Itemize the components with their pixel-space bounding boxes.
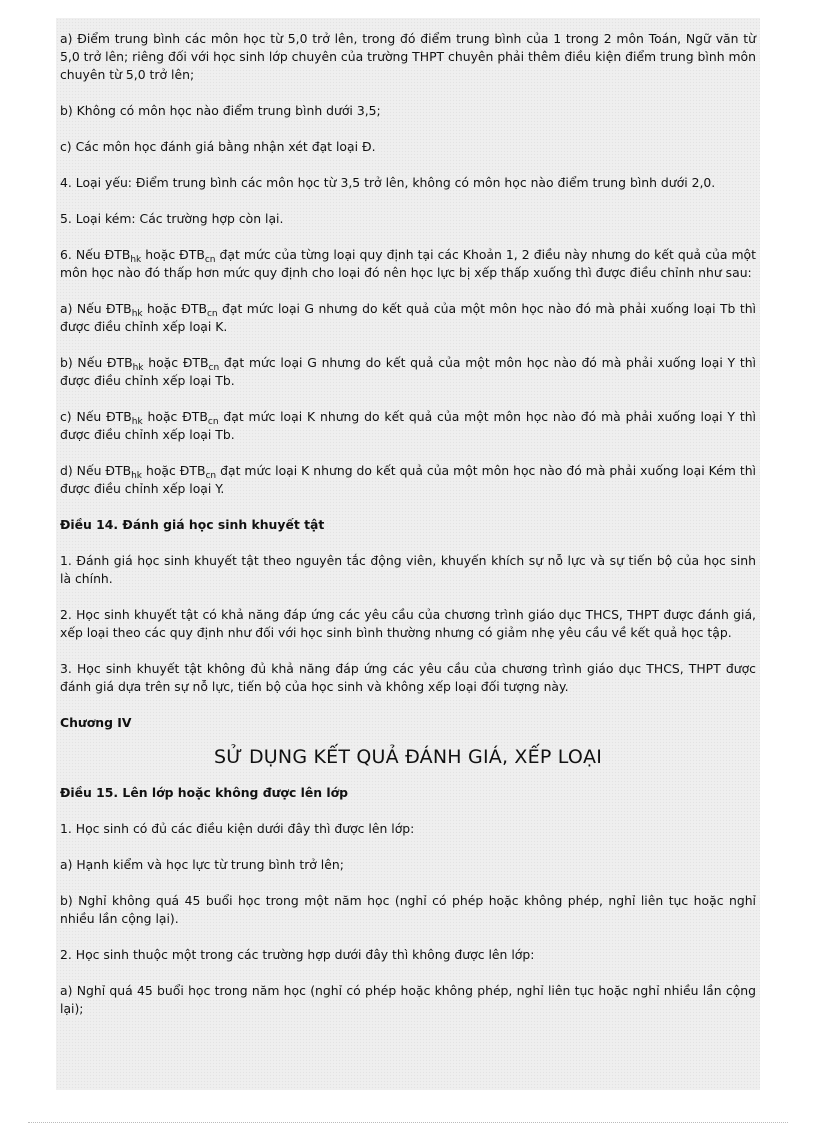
document-page <box>56 18 760 1090</box>
paragraph-3b: b) Không có môn học nào điểm trung bình dưới 3,5; <box>60 103 381 118</box>
text-run: a) Nếu ĐTB <box>60 301 132 316</box>
text-run: đạt mức loại K nhưng do kết quả của một môn học nào đó mà phải xuống loại Y thì được điều chỉnh xếp loại Tb. <box>60 409 756 442</box>
text-run: đạt mức loại G nhưng do kết quả của một môn học nào đó mà phải xuống loại Y thì được điều chỉnh xếp loại Tb. <box>60 355 756 388</box>
subscript-cn: cn <box>205 471 217 481</box>
paragraph-6c <box>60 408 756 444</box>
paragraph-6a <box>60 300 756 336</box>
text-run: đạt mức loại G nhưng do kết quả của một môn học nào đó mà phải xuống loại Tb thì được điều chỉnh xếp loại K. <box>60 301 756 334</box>
paragraph-15-1b: b) Nghỉ không quá 45 buổi học trong một năm học (nghỉ có phép hoặc không phép, nghỉ liên tục hoặc nghỉ nhiều lần cộng lại). <box>60 893 756 926</box>
article-14-heading: Điều 14. Đánh giá học sinh khuyết tật <box>60 517 325 532</box>
text-run: hoặc ĐTB <box>141 247 205 262</box>
paragraph-6d <box>60 462 756 498</box>
text-run: b) Nếu ĐTB <box>60 355 133 370</box>
text-run: 6. Nếu ĐTB <box>60 247 131 262</box>
text-run: d) Nếu ĐTB <box>60 463 132 478</box>
paragraph-3c: c) Các môn học đánh giá bằng nhận xét đạt loại Đ. <box>60 139 376 154</box>
paragraph-6b <box>60 354 756 390</box>
subscript-cn: cn <box>208 363 220 373</box>
paragraph-6 <box>60 246 756 282</box>
chapter-title: SỬ DỤNG KẾT QUẢ ĐÁNH GIÁ, XẾP LOẠI <box>213 746 603 768</box>
text-run: đạt mức của từng loại quy định tại các Khoản 1, 2 điều này nhưng do kết quả của một môn học nào đó thấp hơn mức quy định cho loại đó nên học lực bị xếp thấp xuống thì được điều chỉnh như sau: <box>60 247 756 280</box>
subscript-hk: hk <box>130 255 142 265</box>
paragraph-14-2: 2. Học sinh khuyết tật có khả năng đáp ứng các yêu cầu của chương trình giáo dục THCS, THPT được đánh giá, xếp loại theo các quy định như đối với học sinh bình thường nhưng có giảm nhẹ yêu cầu về kết quả học tập. <box>60 607 756 640</box>
subscript-hk: hk <box>131 417 143 427</box>
subscript-cn: cn <box>207 417 219 427</box>
subscript-hk: hk <box>132 363 144 373</box>
paragraph-15-1a: a) Hạnh kiểm và học lực từ trung bình trở lên; <box>60 857 344 872</box>
paragraph-14-3: 3. Học sinh khuyết tật không đủ khả năng đáp ứng các yêu cầu của chương trình giáo dục THCS, THPT được đánh giá dựa trên sự nỗ lực, tiến bộ của học sinh và không xếp loại đối tượng này. <box>60 661 756 694</box>
document-body <box>60 30 756 1036</box>
paragraph-4: 4. Loại yếu: Điểm trung bình các môn học từ 3,5 trở lên, không có môn học nào điểm trung bình dưới 2,0. <box>60 175 716 190</box>
text-run: hoặc ĐTB <box>142 301 207 316</box>
text-run: hoặc ĐTB <box>142 409 208 424</box>
paragraph-15-2: 2. Học sinh thuộc một trong các trường hợp dưới đây thì không được lên lớp: <box>60 947 535 962</box>
paragraph-15-2a: a) Nghỉ quá 45 buổi học trong năm học (nghỉ có phép hoặc không phép, nghỉ liên tục hoặc nghỉ nhiều lần cộng lại); <box>60 983 756 1016</box>
subscript-hk: hk <box>131 471 142 481</box>
subscript-cn: cn <box>206 309 218 319</box>
text-run: hoặc ĐTB <box>142 463 206 478</box>
text-run: c) Nếu ĐTB <box>60 409 132 424</box>
text-run: đạt mức loại K nhưng do kết quả của một môn học nào đó mà phải xuống loại Kém thì được điều chỉnh xếp loại Y. <box>60 463 756 496</box>
text-run: hoặc ĐTB <box>143 355 209 370</box>
subscript-hk: hk <box>131 309 143 319</box>
paragraph-15-1: 1. Học sinh có đủ các điều kiện dưới đây thì được lên lớp: <box>60 821 415 836</box>
paragraph-3a: a) Điểm trung bình các môn học từ 5,0 trở lên, trong đó điểm trung bình của 1 trong 2 môn Toán, Ngữ văn từ 5,0 trở lên; riêng đối với học sinh lớp chuyên của trường THPT chuyên phải thêm điều kiện điểm trung bình môn chuyên từ 5,0 trở lên; <box>60 31 756 82</box>
paragraph-14-1: 1. Đánh giá học sinh khuyết tật theo nguyên tắc động viên, khuyến khích sự nỗ lực và sự tiến bộ của học sinh là chính. <box>60 553 756 586</box>
chapter-label: Chương IV <box>60 715 132 730</box>
subscript-cn: cn <box>204 255 216 265</box>
paragraph-5: 5. Loại kém: Các trường hợp còn lại. <box>60 211 284 226</box>
article-15-heading: Điều 15. Lên lớp hoặc không được lên lớp <box>60 785 349 800</box>
